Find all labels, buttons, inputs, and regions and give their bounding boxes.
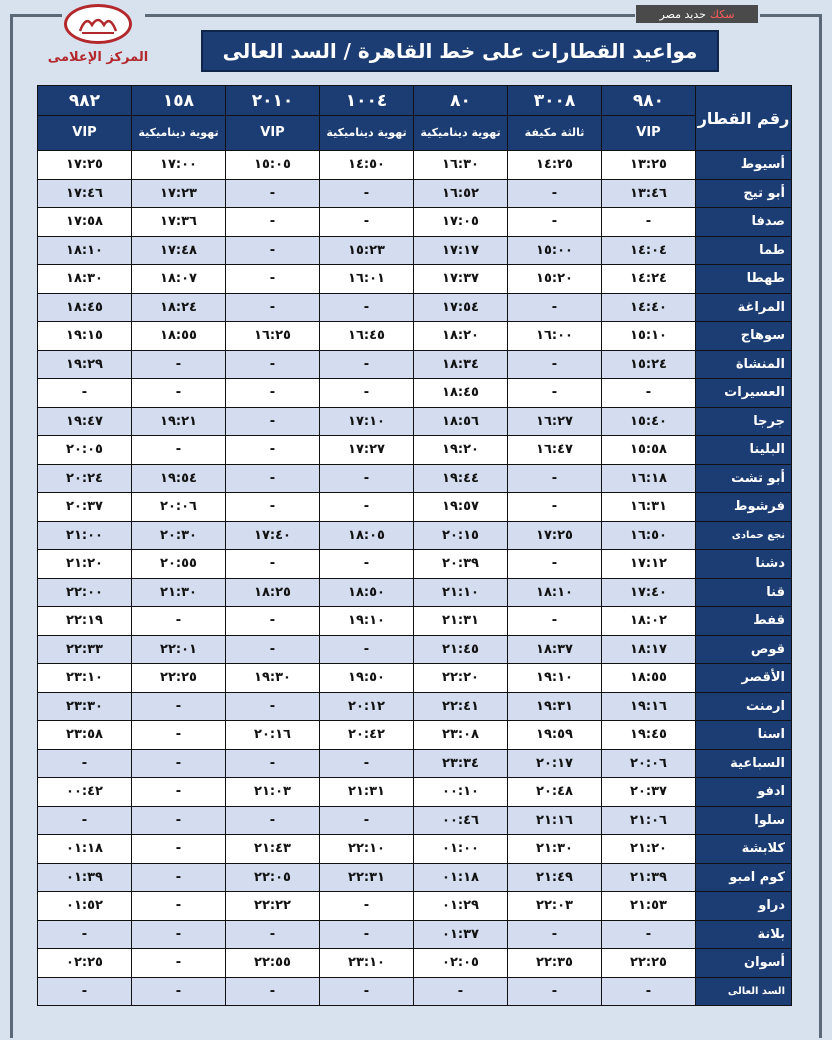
time-cell: ٢١:٠٦ — [602, 807, 695, 835]
time-cell: ١٧:٣٧ — [414, 265, 507, 293]
schedule-row — [38, 265, 791, 293]
time-cell: ٢٠:١٦ — [226, 721, 319, 749]
time-cell: ٢٣:٠٨ — [414, 721, 507, 749]
time-cell: - — [38, 978, 131, 1006]
time-cell: ١٥:٢٠ — [508, 265, 601, 293]
time-cell: ١٩:١٠ — [508, 664, 601, 692]
time-cell: ٢٢:٣٥ — [508, 949, 601, 977]
time-cell: - — [132, 693, 225, 721]
time-cell: - — [226, 493, 319, 521]
time-cell: - — [132, 921, 225, 949]
time-cell: ١٧:٢٧ — [320, 436, 413, 464]
train-number: ٢٠١٠ — [226, 86, 319, 115]
time-cell: ٢٣:١٠ — [320, 949, 413, 977]
time-cell: ٢٠:٣٧ — [38, 493, 131, 521]
schedule-row — [38, 550, 791, 578]
time-cell: - — [320, 807, 413, 835]
time-cell: ٢٢:٠٠ — [38, 579, 131, 607]
time-cell: - — [602, 978, 695, 1006]
time-cell: ١٩:٥٩ — [508, 721, 601, 749]
time-cell: ١٧:٤٠ — [602, 579, 695, 607]
time-cell: ١٦:٤٥ — [320, 322, 413, 350]
time-cell: - — [602, 208, 695, 236]
station-name: نجع حمادى — [696, 522, 791, 550]
frame-left — [10, 14, 13, 1038]
time-cell: ٢٠:٤٢ — [320, 721, 413, 749]
time-cell: ٢١:٠٠ — [38, 522, 131, 550]
time-cell: ١٨:٣٧ — [508, 636, 601, 664]
time-cell: ١٨:٥٦ — [414, 408, 507, 436]
station-name: أسوان — [696, 949, 791, 977]
time-cell: - — [320, 351, 413, 379]
station-name: اسنا — [696, 721, 791, 749]
time-cell: ٠٠:٤٦ — [414, 807, 507, 835]
time-cell: - — [320, 921, 413, 949]
time-cell: ١٥:٥٨ — [602, 436, 695, 464]
time-cell: ١٩:١٥ — [38, 322, 131, 350]
station-name: بلانة — [696, 921, 791, 949]
time-cell: - — [226, 750, 319, 778]
time-cell: - — [320, 978, 413, 1006]
train-type: VIP — [602, 116, 695, 150]
time-cell: ١٧:٤٨ — [132, 237, 225, 265]
time-cell: ٢١:٣١ — [414, 607, 507, 635]
time-cell: ١٤:٤٠ — [602, 294, 695, 322]
time-cell: ١٩:١٠ — [320, 607, 413, 635]
station-name: أبو تيج — [696, 180, 791, 208]
time-cell: ١٨:٥٠ — [320, 579, 413, 607]
time-cell: - — [226, 351, 319, 379]
time-cell: ٠١:٠٠ — [414, 835, 507, 863]
schedule-row — [38, 978, 791, 1006]
time-cell: ١٩:٤٥ — [602, 721, 695, 749]
train-type: VIP — [38, 116, 131, 150]
station-name: البلينا — [696, 436, 791, 464]
time-cell: - — [226, 237, 319, 265]
train-number: ٩٨٢ — [38, 86, 131, 115]
station-name: كلابشة — [696, 835, 791, 863]
station-name: ارمنت — [696, 693, 791, 721]
schedule-row — [38, 835, 791, 863]
frame-top-middle — [145, 14, 635, 17]
time-cell: ١٩:٥٧ — [414, 493, 507, 521]
time-cell: - — [602, 379, 695, 407]
time-cell: ٢١:٣٠ — [132, 579, 225, 607]
schedule-row — [38, 436, 791, 464]
time-cell: ١٩:١٦ — [602, 693, 695, 721]
time-cell: ٢٠:١٢ — [320, 693, 413, 721]
time-cell: ١٩:٢٠ — [414, 436, 507, 464]
time-cell: ١٥:٢٣ — [320, 237, 413, 265]
time-cell: - — [132, 721, 225, 749]
time-cell: ١٧:٣٦ — [132, 208, 225, 236]
time-cell: ٢٠:٢٤ — [38, 465, 131, 493]
time-cell: ٠٠:١٠ — [414, 778, 507, 806]
time-cell: ١٩:٢١ — [132, 408, 225, 436]
station-name: دراو — [696, 892, 791, 920]
time-cell: ٢١:٢٠ — [38, 550, 131, 578]
time-cell: ١٨:١٧ — [602, 636, 695, 664]
time-cell: - — [508, 607, 601, 635]
time-cell: ١٩:٤٤ — [414, 465, 507, 493]
time-cell: - — [132, 949, 225, 977]
time-cell: ١٩:٥٠ — [320, 664, 413, 692]
train-number: ١٠٠٤ — [320, 86, 413, 115]
time-cell: - — [38, 750, 131, 778]
time-cell: - — [508, 294, 601, 322]
station-name: أبو تشت — [696, 465, 791, 493]
time-cell: ٢٢:٤١ — [414, 693, 507, 721]
station-name: السباعية — [696, 750, 791, 778]
time-cell: ٠١:٥٢ — [38, 892, 131, 920]
time-cell: ٢١:٤٣ — [226, 835, 319, 863]
frame-top-right — [760, 14, 822, 17]
station-name: سوهاج — [696, 322, 791, 350]
time-cell: ١٨:٠٢ — [602, 607, 695, 635]
time-cell: ٠١:١٨ — [38, 835, 131, 863]
time-cell: ٢١:٣٠ — [508, 835, 601, 863]
schedule-row — [38, 778, 791, 806]
time-cell: ٢٢:٠٣ — [508, 892, 601, 920]
time-cell: - — [508, 379, 601, 407]
schedule-table — [37, 85, 792, 1006]
time-cell: ١٨:٢٤ — [132, 294, 225, 322]
station-name: جرجا — [696, 408, 791, 436]
time-cell: ٢٢:٠١ — [132, 636, 225, 664]
train-number-header: رقم القطار — [696, 86, 791, 150]
train-type: تهوية ديناميكية — [320, 116, 413, 150]
time-cell: - — [132, 607, 225, 635]
time-cell: ١٧:٢٣ — [132, 180, 225, 208]
brand-rest: حديد مصر — [659, 7, 706, 21]
schedule-row — [38, 892, 791, 920]
time-cell: ١٥:١٠ — [602, 322, 695, 350]
time-cell: ٠٠:٤٢ — [38, 778, 131, 806]
time-cell: - — [320, 892, 413, 920]
time-cell: ١٨:٢٠ — [414, 322, 507, 350]
time-cell: ١٧:٢٥ — [508, 522, 601, 550]
time-cell: - — [226, 265, 319, 293]
time-cell: ١٥:٠٥ — [226, 151, 319, 179]
time-cell: ٢٣:١٠ — [38, 664, 131, 692]
time-cell: ٢٣:٣٤ — [414, 750, 507, 778]
station-name: قفط — [696, 607, 791, 635]
time-cell: ٢٠:٣٩ — [414, 550, 507, 578]
train-type: تهوية ديناميكية — [132, 116, 225, 150]
time-cell: - — [132, 978, 225, 1006]
time-cell: ٠١:٢٩ — [414, 892, 507, 920]
time-cell: - — [320, 180, 413, 208]
station-name: طما — [696, 237, 791, 265]
time-cell: - — [602, 921, 695, 949]
time-cell: - — [132, 750, 225, 778]
time-cell: - — [320, 294, 413, 322]
schedule-row — [38, 750, 791, 778]
time-cell: ١٣:٤٦ — [602, 180, 695, 208]
time-cell: ١٨:١٠ — [38, 237, 131, 265]
time-cell: - — [508, 550, 601, 578]
time-cell: ١٨:٣٠ — [38, 265, 131, 293]
time-cell: - — [226, 208, 319, 236]
time-cell: ٢٠:٠٦ — [602, 750, 695, 778]
time-cell: ١٧:٤٦ — [38, 180, 131, 208]
time-cell: ١٩:٥٤ — [132, 465, 225, 493]
time-cell: ١٧:٥٤ — [414, 294, 507, 322]
schedule-row — [38, 180, 791, 208]
train-number: ٨٠ — [414, 86, 507, 115]
schedule-row — [38, 664, 791, 692]
time-cell: ٢١:١٠ — [414, 579, 507, 607]
time-cell: ١٥:٢٤ — [602, 351, 695, 379]
schedule-row — [38, 579, 791, 607]
schedule-row — [38, 208, 791, 236]
time-cell: ١٦:٥٢ — [414, 180, 507, 208]
time-cell: ١٦:٢٧ — [508, 408, 601, 436]
time-cell: - — [38, 921, 131, 949]
station-name: فرشوط — [696, 493, 791, 521]
time-cell: - — [132, 807, 225, 835]
time-cell: ٠١:٣٩ — [38, 864, 131, 892]
time-cell: ١٧:٠٠ — [132, 151, 225, 179]
time-cell: - — [508, 493, 601, 521]
time-cell: ١٨:١٠ — [508, 579, 601, 607]
time-cell: - — [226, 550, 319, 578]
time-cell: ١٩:٣١ — [508, 693, 601, 721]
station-name: طهطا — [696, 265, 791, 293]
time-cell: ٢٢:٢٢ — [226, 892, 319, 920]
time-cell: ٢١:٥٣ — [602, 892, 695, 920]
time-cell: ١٤:٠٤ — [602, 237, 695, 265]
time-cell: - — [226, 180, 319, 208]
time-cell: ٢٣:٥٨ — [38, 721, 131, 749]
schedule-row — [38, 294, 791, 322]
time-cell: ٢٠:٥٥ — [132, 550, 225, 578]
time-cell: ٢١:٠٣ — [226, 778, 319, 806]
time-cell: - — [132, 379, 225, 407]
time-cell: ٢١:٤٩ — [508, 864, 601, 892]
time-cell: ٢١:٣٩ — [602, 864, 695, 892]
time-cell: - — [508, 978, 601, 1006]
railway-emblem-icon — [74, 11, 122, 37]
time-cell: - — [226, 978, 319, 1006]
time-cell: ١٥:٠٠ — [508, 237, 601, 265]
station-name: العسيرات — [696, 379, 791, 407]
station-name: كوم امبو — [696, 864, 791, 892]
time-cell: ١٩:٣٠ — [226, 664, 319, 692]
time-cell: ١٥:٤٠ — [602, 408, 695, 436]
train-type: تهوية ديناميكية — [414, 116, 507, 150]
station-name: سلوا — [696, 807, 791, 835]
time-cell: ١٧:٠٥ — [414, 208, 507, 236]
time-cell: ٢٠:٠٥ — [38, 436, 131, 464]
time-cell: ١٦:٢٥ — [226, 322, 319, 350]
station-name: صدفا — [696, 208, 791, 236]
time-cell: - — [38, 807, 131, 835]
time-cell: - — [226, 921, 319, 949]
time-cell: - — [320, 465, 413, 493]
schedule-row — [38, 607, 791, 635]
time-cell: ١٤:٢٥ — [508, 151, 601, 179]
time-cell: ١٧:٥٨ — [38, 208, 131, 236]
train-number: ٣٠٠٨ — [508, 86, 601, 115]
schedule-row — [38, 351, 791, 379]
schedule-row — [38, 493, 791, 521]
time-cell: ٢٢:٥٥ — [226, 949, 319, 977]
time-cell: - — [226, 436, 319, 464]
time-cell: ٠٢:٢٥ — [38, 949, 131, 977]
time-cell: ١٧:٢٥ — [38, 151, 131, 179]
time-cell: ٢٠:١٥ — [414, 522, 507, 550]
time-cell: - — [508, 208, 601, 236]
schedule-row — [38, 522, 791, 550]
schedule-row — [38, 864, 791, 892]
schedule-row — [38, 949, 791, 977]
time-cell: - — [320, 750, 413, 778]
time-cell: ٠٢:٠٥ — [414, 949, 507, 977]
time-cell: ١٨:٠٧ — [132, 265, 225, 293]
schedule-row — [38, 322, 791, 350]
train-number: ٩٨٠ — [602, 86, 695, 115]
time-cell: ٢٠:٤٨ — [508, 778, 601, 806]
schedule-body — [38, 151, 791, 1005]
station-name: ادفو — [696, 778, 791, 806]
schedule-row — [38, 921, 791, 949]
time-cell: - — [38, 379, 131, 407]
station-name: قوص — [696, 636, 791, 664]
time-cell: ١٧:١٢ — [602, 550, 695, 578]
time-cell: - — [132, 864, 225, 892]
time-cell: ١٨:٣٤ — [414, 351, 507, 379]
station-name: أسيوط — [696, 151, 791, 179]
time-cell: ١٦:٤٧ — [508, 436, 601, 464]
time-cell: - — [508, 180, 601, 208]
time-cell: - — [132, 351, 225, 379]
time-cell: ٢٠:٣٧ — [602, 778, 695, 806]
time-cell: - — [226, 294, 319, 322]
time-cell: - — [226, 465, 319, 493]
station-name: دشنا — [696, 550, 791, 578]
frame-right — [819, 14, 822, 1038]
time-cell: ١٨:٠٥ — [320, 522, 413, 550]
time-cell: ١٧:١٧ — [414, 237, 507, 265]
time-cell: ١٣:٢٥ — [602, 151, 695, 179]
media-center-label: المركز الإعلامى — [47, 50, 149, 65]
schedule-row — [38, 721, 791, 749]
time-cell: ٢٢:١٠ — [320, 835, 413, 863]
time-cell: - — [226, 693, 319, 721]
time-cell: - — [132, 892, 225, 920]
time-cell: ١٧:٤٠ — [226, 522, 319, 550]
time-cell: - — [226, 607, 319, 635]
time-cell: - — [320, 493, 413, 521]
schedule-row — [38, 151, 791, 179]
schedule-row — [38, 379, 791, 407]
brand-tag — [636, 5, 758, 23]
time-cell: - — [320, 379, 413, 407]
train-type: ثالثة مكيفة — [508, 116, 601, 150]
time-cell: ١٨:٤٥ — [414, 379, 507, 407]
time-cell: - — [132, 778, 225, 806]
time-cell: ٢١:١٦ — [508, 807, 601, 835]
time-cell: ٢٣:٣٠ — [38, 693, 131, 721]
time-cell: ٢١:٢٠ — [602, 835, 695, 863]
page-title: مواعيد القطارات على خط القاهرة / السد العالى — [201, 30, 719, 72]
time-cell: ٢٠:١٧ — [508, 750, 601, 778]
time-cell: - — [414, 978, 507, 1006]
time-cell: ١٦:٠٠ — [508, 322, 601, 350]
schedule-row — [38, 465, 791, 493]
time-cell: - — [226, 807, 319, 835]
station-name: قنا — [696, 579, 791, 607]
station-name: المنشاة — [696, 351, 791, 379]
time-cell: - — [226, 408, 319, 436]
station-name: المراغة — [696, 294, 791, 322]
schedule-row — [38, 636, 791, 664]
time-cell: ١٨:٥٥ — [132, 322, 225, 350]
schedule-row — [38, 807, 791, 835]
time-cell: - — [508, 921, 601, 949]
brand-prefix: سكك — [709, 7, 735, 21]
schedule-row — [38, 237, 791, 265]
time-cell: ٢٢:٣١ — [320, 864, 413, 892]
time-cell: ١٨:٤٥ — [38, 294, 131, 322]
time-cell: - — [132, 835, 225, 863]
time-cell: ١٤:٥٠ — [320, 151, 413, 179]
time-cell: ٢١:٤٥ — [414, 636, 507, 664]
time-cell: ١٨:٥٥ — [602, 664, 695, 692]
time-cell: ٢٢:٢٥ — [602, 949, 695, 977]
train-number: ١٥٨ — [132, 86, 225, 115]
time-cell: - — [508, 465, 601, 493]
time-cell: ٠١:١٨ — [414, 864, 507, 892]
time-cell: ٢٢:٠٥ — [226, 864, 319, 892]
time-cell: ٢٢:٢٥ — [132, 664, 225, 692]
time-cell: - — [320, 550, 413, 578]
time-cell: ١٦:٥٠ — [602, 522, 695, 550]
schedule-row — [38, 408, 791, 436]
time-cell: ١٦:٣١ — [602, 493, 695, 521]
time-cell: ٢٢:١٩ — [38, 607, 131, 635]
station-name: الأقصر — [696, 664, 791, 692]
time-cell: - — [132, 436, 225, 464]
time-cell: - — [508, 351, 601, 379]
time-cell: ١٦:١٨ — [602, 465, 695, 493]
time-cell: - — [226, 379, 319, 407]
time-cell: ١٩:٢٩ — [38, 351, 131, 379]
time-cell: - — [226, 636, 319, 664]
station-name: السد العالى — [696, 978, 791, 1006]
train-type: VIP — [226, 116, 319, 150]
time-cell: ١٤:٢٤ — [602, 265, 695, 293]
time-cell: ٢١:٣١ — [320, 778, 413, 806]
time-cell: ٢٢:٢٠ — [414, 664, 507, 692]
time-cell: ٢٠:٣٠ — [132, 522, 225, 550]
time-cell: ٠١:٣٧ — [414, 921, 507, 949]
frame-top-left — [10, 14, 62, 17]
time-cell: ١٦:٣٠ — [414, 151, 507, 179]
time-cell: - — [320, 208, 413, 236]
time-cell: ١٧:١٠ — [320, 408, 413, 436]
time-cell: ٢٢:٣٣ — [38, 636, 131, 664]
time-cell: ١٩:٤٧ — [38, 408, 131, 436]
time-cell: ٢٠:٠٦ — [132, 493, 225, 521]
egyptian-railways-logo — [64, 4, 132, 44]
schedule-row — [38, 693, 791, 721]
time-cell: - — [320, 636, 413, 664]
time-cell: ١٦:٠١ — [320, 265, 413, 293]
time-cell: ١٨:٢٥ — [226, 579, 319, 607]
